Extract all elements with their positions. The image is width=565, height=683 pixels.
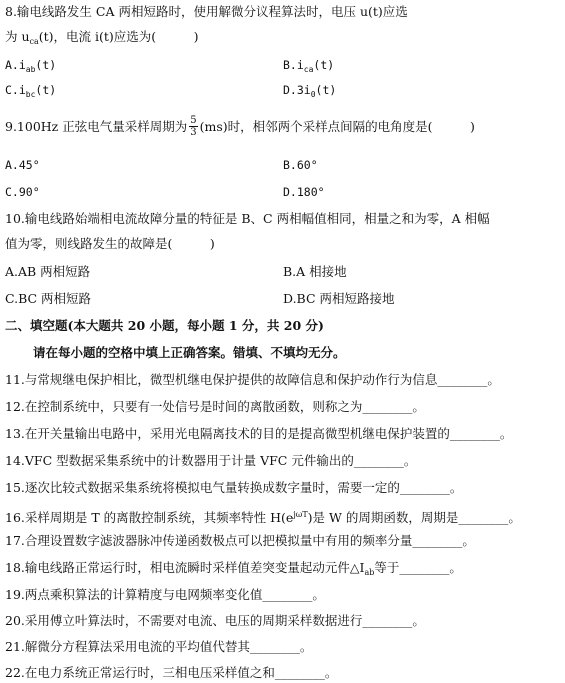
q16: 16.采样周期是 T 的离散控制系统，其频率特性 $H(e^{j\omega T})$是 W 的周期函数，周期是________。 (5, 510, 521, 525)
q11: 11.与常规继电保护相比，微型机继电保护提供的故障信息和保护动作行为信息________。 (5, 372, 500, 387)
q10-option-a: A.AB 两相短路 (5, 264, 91, 279)
q17: 17.合理设置数字滤波器脉冲传递函数极点可以把模拟量中有用的频率分量________。 (5, 533, 475, 548)
q20: 20.采用傅立叶算法时，不需要对电流、电压的周期采样数据进行________。 (5, 613, 425, 628)
q8-option-b: $B.i_{ca}(t)$ (283, 58, 335, 74)
q10-option-b: B.A 相接地 (283, 264, 347, 279)
q12: 12.在控制系统中，只要有一处信号是时间的离散函数，则称之为________。 (5, 399, 425, 414)
q8-option-a: $A.i_{ab}(t)$ (5, 58, 57, 74)
section-title: 二、填空题(本大题共 20 小题，每小题 1 分，共 20 分) (5, 318, 324, 333)
q9-option-a: A.45° (5, 158, 40, 172)
q8-option-d: $D.3i_0(t)$ (283, 83, 337, 99)
q13: 13.在开关量输出电路中，采用光电隔离技术的目的是提高微型机继电保护装置的________。 (5, 426, 513, 441)
q10-line1: 10.输电线路始端相电流故障分量的特征是 B、C 两相幅值相同，相量之和为零，A 相幅 (5, 211, 490, 226)
section-instruction: 请在每小题的空格中填上正确答案。错填、不填均无分。 (33, 345, 346, 360)
q15: 15.逐次比较式数据采集系统将模拟电气量转换成数字量时，需要一定的________。 (5, 480, 463, 495)
q14: 14.VFC 型数据采集系统中的计数器用于计量 VFC 元件输出的________。 (5, 453, 417, 468)
q8-line2: 为 $u_{ca}(t)$，电流 i(t)应选为( ) (5, 29, 199, 46)
q9-stem: 9.100Hz 正弦电气量采样周期为 $\frac{5}{3}$ (ms)时，相邻两个采样点间隔的电角度是( ) (5, 115, 475, 138)
q8-line1: 8.输电线路发生 CA 两相短路时，使用解微分议程算法时，电压 u(t)应选 (5, 4, 408, 19)
q10-option-d: D.BC 两相短路接地 (283, 291, 395, 306)
q21: 21.解微分方程算法采用电流的平均值代替其________。 (5, 639, 313, 654)
q8-option-c: $C.i_{bc}(t)$ (5, 83, 57, 99)
q22: 22.在电力系统正常运行时，三相电压采样值之和________。 (5, 665, 338, 680)
q10-option-c: C.BC 两相短路 (5, 291, 92, 306)
q10-line2: 值为零，则线路发生的故障是( ) (5, 236, 215, 251)
q19: 19.两点乘积算法的计算精度与电网频率变化值________。 (5, 587, 325, 602)
q9-option-d: D.180° (283, 185, 325, 199)
q18: 18.输电线路正常运行时，相电流瞬时采样值差突变量起动元件$\triangle I_{ab}$等于________。 (5, 560, 462, 577)
q9-fraction: $\frac{5}{3}$ (190, 115, 197, 138)
q9-option-c: C.90° (5, 185, 40, 199)
q9-option-b: B.60° (283, 158, 318, 172)
